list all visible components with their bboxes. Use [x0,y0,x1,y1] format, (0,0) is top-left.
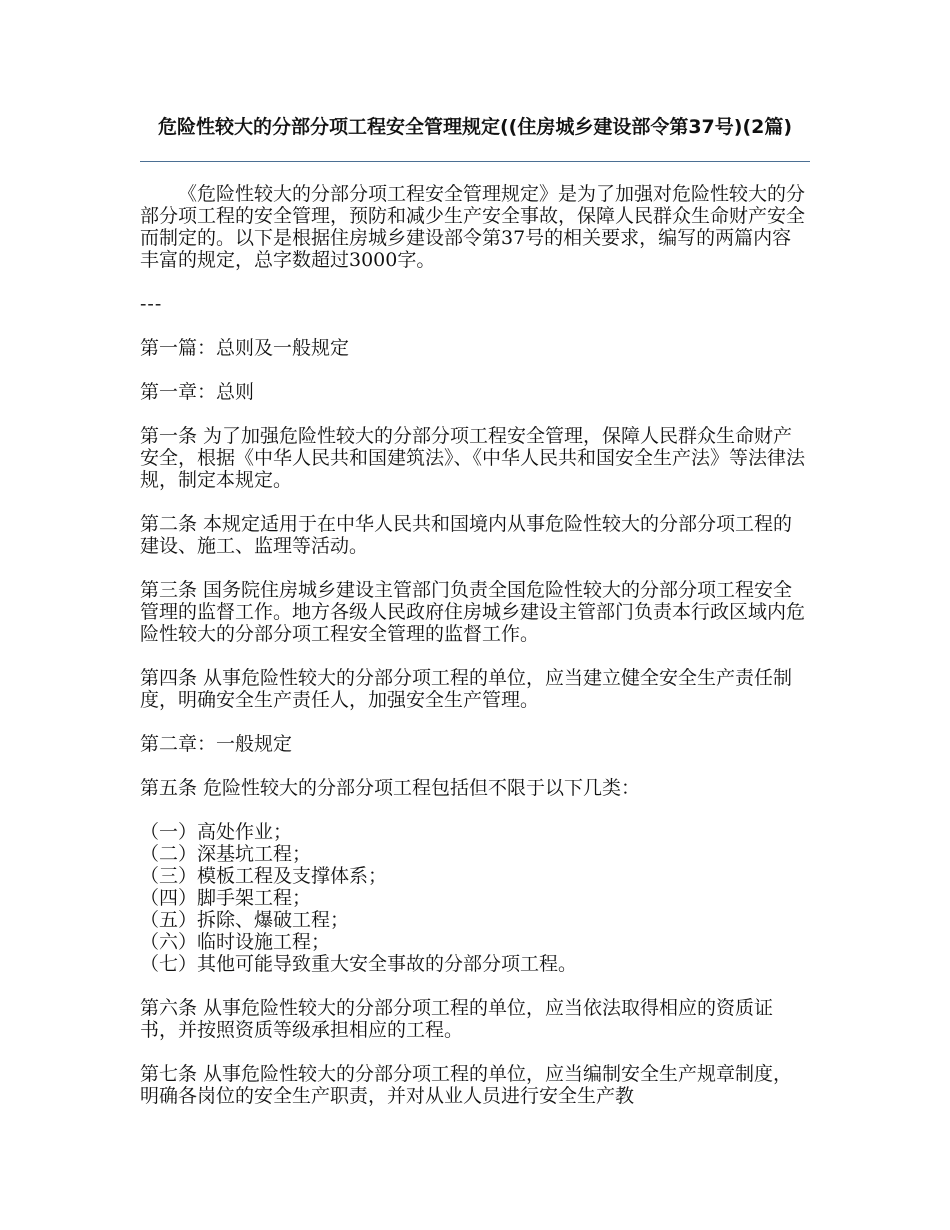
list-item: （三）模板工程及支撑体系； [140,865,388,887]
article-5: 第五条 危险性较大的分部分项工程包括但不限于以下几类： [140,777,641,799]
list-item: （二）深基坑工程； [140,843,312,865]
article-6: 第六条 从事危险性较大的分部分项工程的单位，应当依法取得相应的资质证书，并按照资质等级承担相应的工程。 [140,997,774,1041]
article-3: 第三条 国务院住房城乡建设主管部门负责全国危险性较大的分部分项工程安全管理的监督工作。地方各级人民政府住房城乡建设主管部门负责本行政区域内危险性较大的分部分项工程安全管理的监督工作。 [140,579,806,645]
article-2: 第二条 本规定适用于在中华人民共和国境内从事危险性较大的分部分项工程的建设、施工、监理等活动。 [140,513,793,557]
document-body [140,183,810,1129]
list-item: （一）高处作业； [140,821,293,843]
part1-heading: 第一篇：总则及一般规定 [140,337,350,359]
chapter1-heading: 第一章：总则 [140,381,255,403]
article-4: 第四条 从事危险性较大的分部分项工程的单位，应当建立健全安全生产责任制度，明确安全生产责任人，加强安全生产管理。 [140,667,793,711]
list-item: （四）脚手架工程； [140,887,312,909]
list-item: （六）临时设施工程； [140,931,331,953]
separator-line: --- [140,293,163,315]
chapter2-heading: 第二章：一般规定 [140,733,293,755]
list-item: （五）拆除、爆破工程； [140,909,350,931]
article-7: 第七条 从事危险性较大的分部分项工程的单位，应当编制安全生产规章制度，明确各岗位的安全生产职责，并对从业人员进行安全生产教 [140,1063,793,1107]
title-underline [140,161,810,162]
article-1: 第一条 为了加强危险性较大的分部分项工程安全管理，保障人民群众生命财产安全，根据《中华人民共和国建筑法》、《中华人民共和国安全生产法》等法律法规，制定本规定。 [140,425,806,491]
list-item: （七）其他可能导致重大安全事故的分部分项工程。 [140,953,578,975]
document-title: 危险性较大的分部分项工程安全管理规定((住房城乡建设部令第37号)(2篇) [157,116,793,138]
article-5-list [140,821,810,975]
intro-paragraph: 《危险性较大的分部分项工程安全管理规定》是为了加强对危险性较大的分部分项工程的安全管理，预防和减少生产安全事故，保障人民群众生命财产安全而制定的。以下是根据住房城乡建设部令第37号的相关要求，编写的两篇内容丰富的规定，总字数超过3000字。 [140,183,806,271]
